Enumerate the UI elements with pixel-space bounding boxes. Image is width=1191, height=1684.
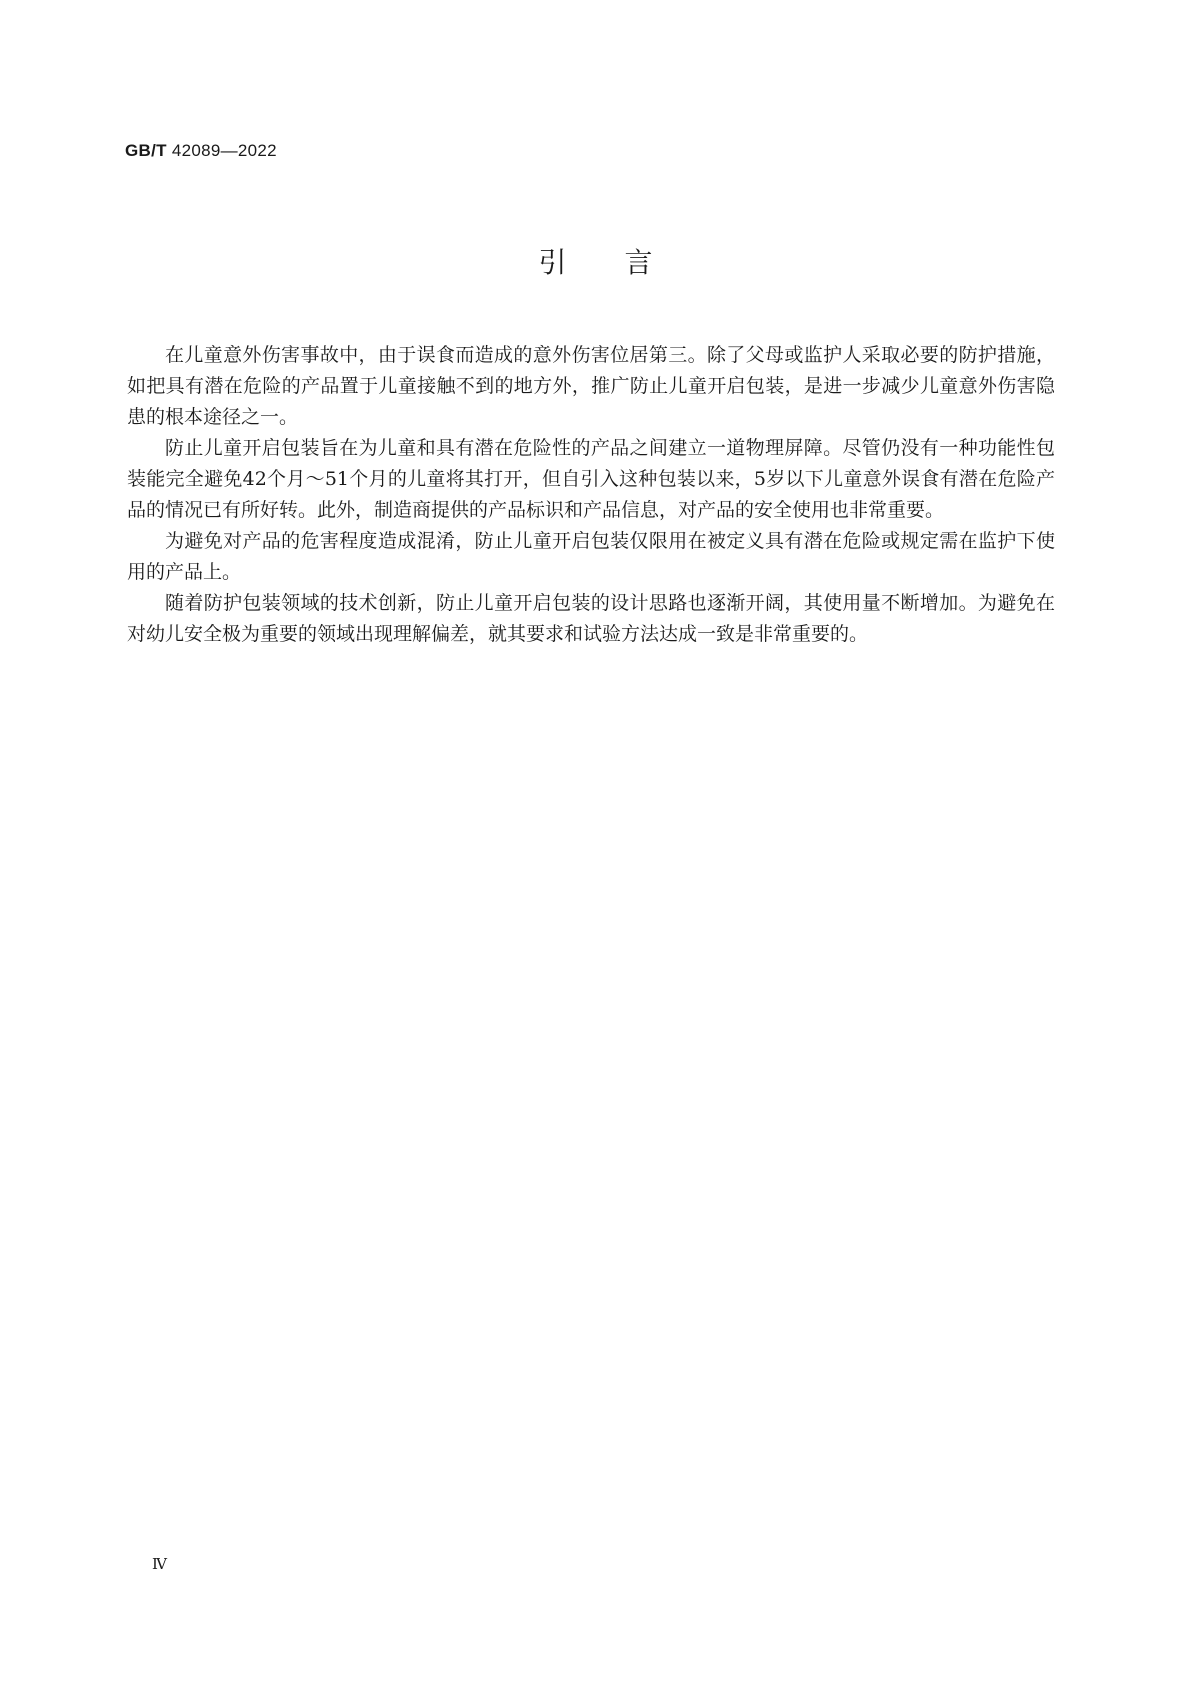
paragraph-3: 为避免对产品的危害程度造成混淆，防止儿童开启包装仅限用在被定义具有潜在危险或规定需在监护下使用的产品上。 bbox=[127, 530, 1055, 583]
page-number: Ⅳ bbox=[152, 1555, 167, 1573]
standard-code: GB/T bbox=[125, 141, 167, 160]
introduction-body bbox=[127, 340, 1055, 650]
paragraph-1: 在儿童意外伤害事故中，由于误食而造成的意外伤害位居第三。除了父母或监护人采取必要的防护措施，如把具有潜在危险的产品置于儿童接触不到的地方外，推广防止儿童开启包装，是进一步减少儿童意外伤害隐患的根本途径之一。 bbox=[127, 344, 1055, 428]
paragraph-4: 随着防护包装领域的技术创新，防止儿童开启包装的设计思路也逐渐开阔，其使用量不断增加。为避免在对幼儿安全极为重要的领域出现理解偏差，就其要求和试验方法达成一致是非常重要的。 bbox=[127, 592, 1055, 645]
paragraph-2: 防止儿童开启包装旨在为儿童和具有潜在危险性的产品之间建立一道物理屏障。尽管仍没有一种功能性包装能完全避免42个月～51个月的儿童将其打开，但自引入这种包装以来，5岁以下儿童意外误食有潜在危险产品的情况已有所好转。此外，制造商提供的产品标识和产品信息，对产品的安全使用也非常重要。 bbox=[127, 437, 1055, 521]
standard-number bbox=[125, 141, 277, 161]
page-title: 引言 bbox=[538, 246, 711, 279]
standard-year: 42089—2022 bbox=[171, 141, 277, 160]
